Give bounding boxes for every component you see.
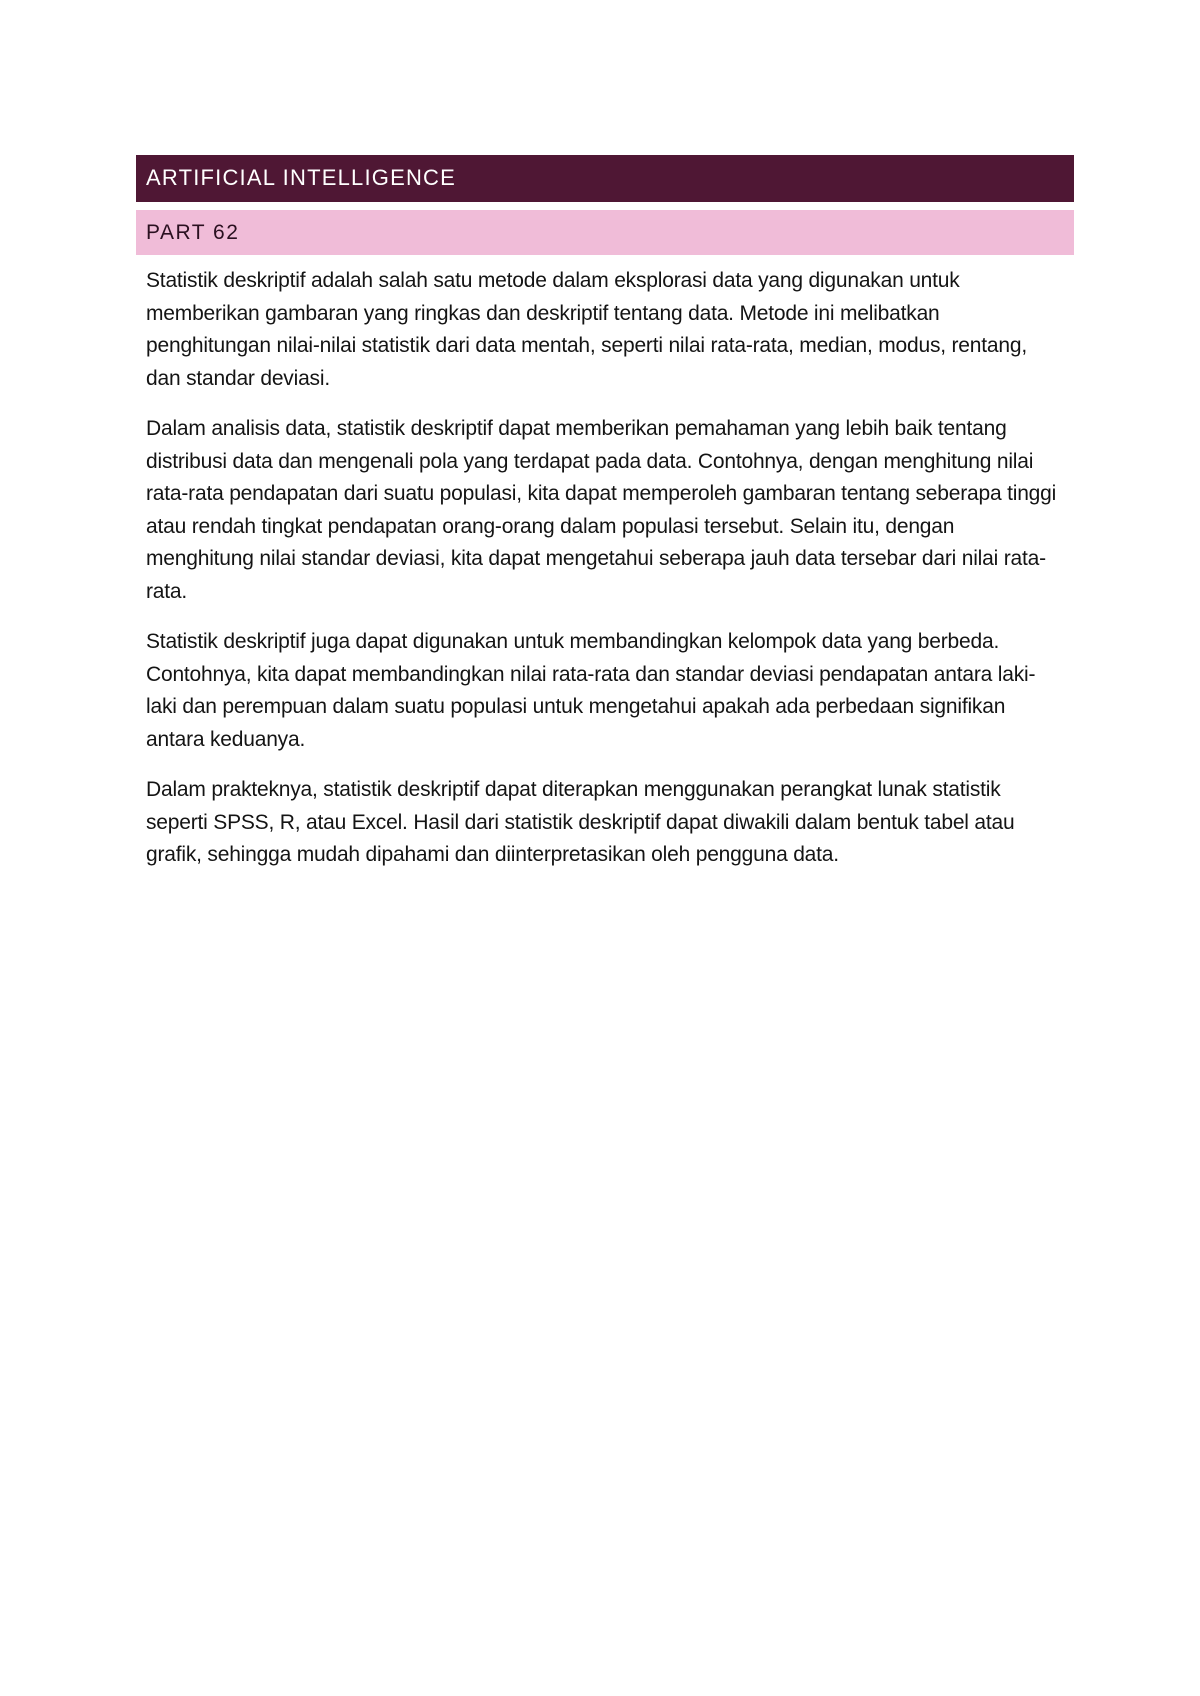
- body-paragraph: Dalam analisis data, statistik deskriptif dapat memberikan pemahaman yang lebih baik tentang distribusi data dan mengenali pola yang terdapat pada data. Contohnya, dengan menghitung nilai rata-rata pendapatan dari suatu populasi, kita dapat memperoleh gambaran tentang seberapa tinggi atau rendah tingkat pendapatan orang-orang dalam populasi tersebut. Selain itu, dengan menghitung nilai standar deviasi, kita dapat mengetahui seberapa jauh data tersebar dari nilai rata-rata.: [146, 417, 1057, 603]
- document-title: ARTIFICIAL INTELLIGENCE: [146, 165, 457, 190]
- document-body: [136, 265, 1074, 872]
- body-paragraph: Statistik deskriptif juga dapat digunakan untuk membandingkan kelompok data yang berbeda. Contohnya, kita dapat membandingkan nilai rata-rata dan standar deviasi pendapatan antara laki-laki dan perempuan dalam suatu populasi untuk mengetahui apakah ada perbedaan signifikan antara keduanya.: [146, 630, 1036, 751]
- document-header-bar: [136, 155, 1074, 202]
- section-header-bar: [136, 210, 1074, 255]
- body-paragraph: Statistik deskriptif adalah salah satu metode dalam eksplorasi data yang digunakan untuk memberikan gambaran yang ringkas dan deskriptif tentang data. Metode ini melibatkan penghitungan nilai-nilai statistik dari data mentah, seperti nilai rata-rata, median, modus, rentang, dan standar deviasi.: [146, 269, 1027, 390]
- section-label: PART 62: [146, 221, 240, 244]
- body-paragraph: Dalam prakteknya, statistik deskriptif dapat diterapkan menggunakan perangkat lunak statistik seperti SPSS, R, atau Excel. Hasil dari statistik deskriptif dapat diwakili dalam bentuk tabel atau grafik, sehingga mudah dipahami dan diinterpretasikan oleh pengguna data.: [146, 778, 1015, 866]
- document-page: [136, 155, 1074, 890]
